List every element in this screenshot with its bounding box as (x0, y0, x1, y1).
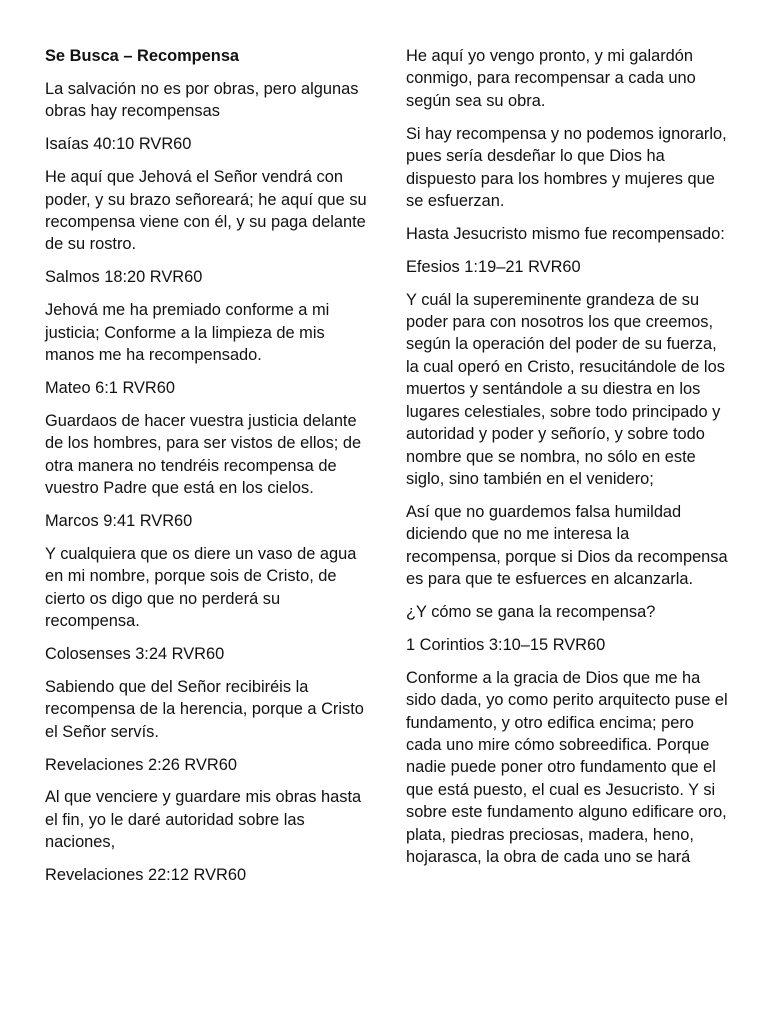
verse-text: Y cuál la supereminente grandeza de su poder para con nosotros los que creemos, según la operación del poder de su fuerza, la cual operó en Cristo, resucitándole de los muertos y sentándole a su diestra en los lugares celestiales, sobre todo principado y autoridad y poder y señorío, y sobre todo nombre que se nombra, no sólo en este siglo, sino también en el venidero; (406, 290, 725, 488)
intro-paragraph: La salvación no es por obras, pero algunas obras hay recompensas (45, 79, 359, 121)
commentary-paragraph: Hasta Jesucristo mismo fue recompensado: (406, 224, 725, 243)
verse-reference: Marcos 9:41 RVR60 (45, 511, 193, 530)
verse-reference: Revelaciones 2:26 RVR60 (45, 755, 237, 774)
left-column (45, 45, 367, 897)
verse-text: Al que venciere y guardare mis obras hasta el fin, yo le daré autoridad sobre las naciones, (45, 788, 362, 852)
verse-reference: Salmos 18:20 RVR60 (45, 268, 203, 287)
verse-reference: Efesios 1:19–21 RVR60 (406, 257, 581, 276)
verse-reference: 1 Corintios 3:10–15 RVR60 (406, 635, 606, 654)
verse-text: Conforme a la gracia de Dios que me ha sido dada, yo como perito arquitecto puse el fundamento, y otro edifica encima; pero cada uno mire cómo sobreedifica. Porque nadie puede poner otro fundamento que el que está puesto, el cual es Jesucristo. Y si sobre este fundamento alguno edificare oro, plata, piedras preciosas, madera, heno, hojarasca, la obra de cada uno se hará (406, 668, 728, 866)
verse-text: Jehová me ha premiado conforme a mi justicia; Conforme a la limpieza de mis manos me ha recompensado. (45, 301, 330, 364)
verse-reference: Colosenses 3:24 RVR60 (45, 644, 225, 663)
question-paragraph: ¿Y cómo se gana la recompensa? (406, 602, 656, 621)
verse-reference: Isaías 40:10 RVR60 (45, 135, 192, 154)
verse-text: Sabiendo que del Señor recibiréis la recompensa de la herencia, porque a Cristo el Señor servís. (45, 677, 364, 741)
verse-text: Guardaos de hacer vuestra justicia delante de los hombres, para ser vistos de ellos; de otra manera no tendréis recompensa de vuestro Padre que está en los cielos. (45, 411, 362, 497)
commentary-paragraph: Si hay recompensa y no podemos ignorarlo, pues sería desdeñar lo que Dios ha dispuesto para los hombres y mujeres que se esfuerzan. (406, 124, 727, 210)
verse-text: He aquí yo vengo pronto, y mi galardón conmigo, para recompensar a cada uno según sea su obra. (406, 47, 696, 110)
right-column (406, 45, 728, 879)
document-title: Se Busca – Recompensa (45, 47, 240, 65)
verse-reference: Mateo 6:1 RVR60 (45, 378, 175, 397)
verse-reference: Revelaciones 22:12 RVR60 (45, 866, 247, 885)
commentary-paragraph: Así que no guardemos falsa humildad diciendo que no me interesa la recompensa, porque si Dios da recompensa es para que te esfuerces en alcanzarla. (406, 502, 728, 589)
verse-text: He aquí que Jehová el Señor vendrá con poder, y su brazo señoreará; he aquí que su recompensa viene con él, y su paga delante de su rostro. (45, 168, 367, 254)
verse-text: Y cualquiera que os diere un vaso de agua en mi nombre, porque sois de Cristo, de cierto os digo que no perderá su recompensa. (45, 544, 357, 631)
